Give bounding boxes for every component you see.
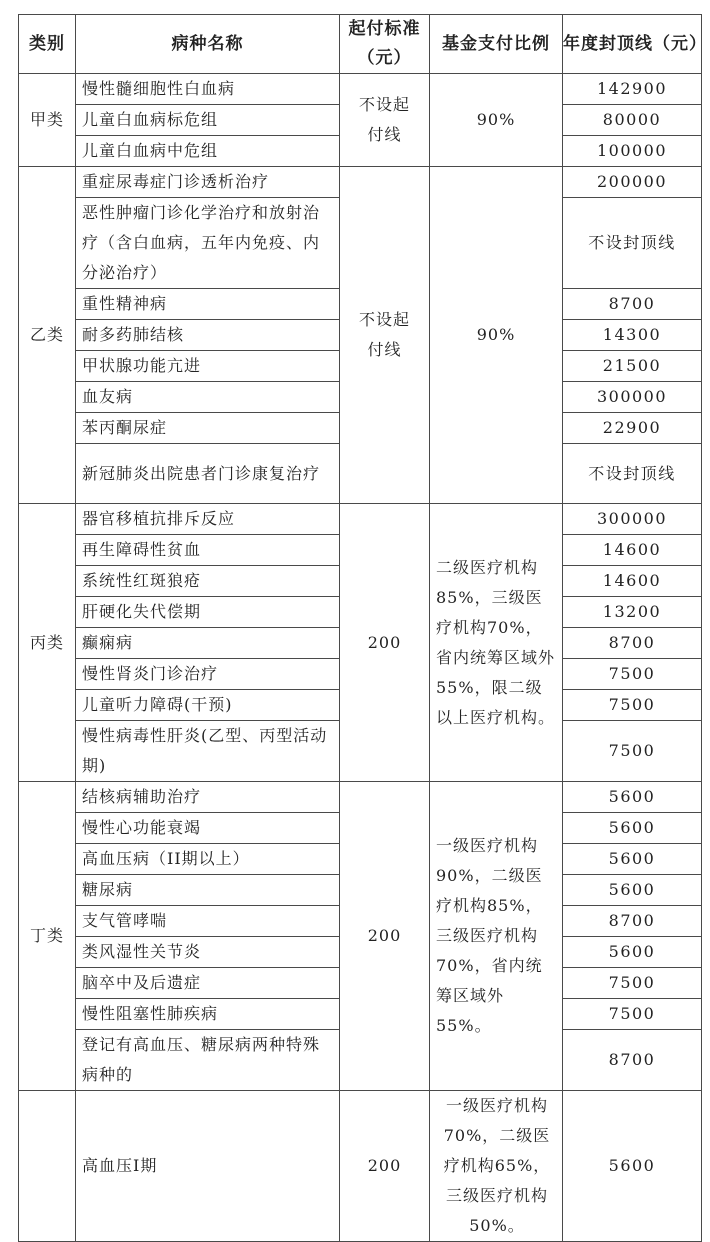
disease-name: 癫痫病	[76, 628, 340, 659]
threshold-cell: 不设起付线	[340, 74, 430, 167]
disease-name: 儿童白血病标危组	[76, 105, 340, 136]
cap-cell: 5600	[563, 782, 702, 813]
cap-cell: 80000	[563, 105, 702, 136]
disease-name: 血友病	[76, 382, 340, 413]
cap-cell: 22900	[563, 413, 702, 444]
category-cell: 乙类	[19, 167, 76, 504]
ratio-cell: 一级医疗机构70%，二级医疗机构65%，三级医疗机构50%。	[430, 1091, 563, 1242]
cap-cell: 21500	[563, 351, 702, 382]
disease-name: 新冠肺炎出院患者门诊康复治疗	[76, 444, 340, 504]
cap-cell: 7500	[563, 968, 702, 999]
category-cell: 甲类	[19, 74, 76, 167]
disease-name: 支气管哮喘	[76, 906, 340, 937]
cap-cell: 5600	[563, 813, 702, 844]
cap-cell: 7500	[563, 999, 702, 1030]
disease-name: 儿童听力障碍(干预)	[76, 690, 340, 721]
disease-name: 甲状腺功能亢进	[76, 351, 340, 382]
cap-cell: 5600	[563, 844, 702, 875]
disease-name: 苯丙酮尿症	[76, 413, 340, 444]
table-row	[19, 504, 702, 535]
disease-name: 耐多药肺结核	[76, 320, 340, 351]
disease-name: 慢性肾炎门诊治疗	[76, 659, 340, 690]
cap-cell: 5600	[563, 875, 702, 906]
ratio-cell: 一级医疗机构90%，二级医疗机构85%，三级医疗机构70%，省内统筹区域外55%。	[430, 782, 563, 1091]
cap-cell: 14600	[563, 566, 702, 597]
header-threshold: 起付标准（元）	[340, 15, 430, 74]
cap-cell: 142900	[563, 74, 702, 105]
disease-name: 糖尿病	[76, 875, 340, 906]
header-cap: 年度封顶线（元）	[563, 15, 702, 74]
disease-name: 系统性红斑狼疮	[76, 566, 340, 597]
header-name: 病种名称	[76, 15, 340, 74]
threshold-cell: 200	[340, 782, 430, 1091]
disease-name: 肝硬化失代偿期	[76, 597, 340, 628]
category-cell: 丙类	[19, 504, 76, 782]
threshold-cell: 200	[340, 504, 430, 782]
cap-cell: 7500	[563, 690, 702, 721]
disease-name: 慢性阻塞性肺疾病	[76, 999, 340, 1030]
category-cell: 丁类	[19, 782, 76, 1091]
cap-cell: 8700	[563, 906, 702, 937]
insurance-table	[18, 14, 707, 1242]
disease-name: 高血压I期	[76, 1091, 340, 1242]
disease-name: 重性精神病	[76, 289, 340, 320]
cap-cell: 300000	[563, 382, 702, 413]
disease-name: 结核病辅助治疗	[76, 782, 340, 813]
header-ratio: 基金支付比例	[430, 15, 563, 74]
disease-name: 登记有高血压、糖尿病两种特殊病种的	[76, 1030, 340, 1091]
cap-cell: 7500	[563, 659, 702, 690]
header-category: 类别	[19, 15, 76, 74]
cap-cell: 14300	[563, 320, 702, 351]
ratio-cell: 90%	[430, 167, 563, 504]
disease-name: 慢性髓细胞性白血病	[76, 74, 340, 105]
disease-name: 脑卒中及后遗症	[76, 968, 340, 999]
ratio-cell: 二级医疗机构85%，三级医疗机构70%，省内统筹区域外55%，限二级以上医疗机构。	[430, 504, 563, 782]
disease-name: 慢性心功能衰竭	[76, 813, 340, 844]
header-row	[19, 15, 702, 74]
disease-name: 高血压病（II期以上）	[76, 844, 340, 875]
cap-cell: 8700	[563, 628, 702, 659]
cap-cell: 14600	[563, 535, 702, 566]
cap-cell: 7500	[563, 721, 702, 782]
disease-name: 恶性肿瘤门诊化学治疗和放射治疗（含白血病，五年内免疫、内分泌治疗）	[76, 198, 340, 289]
cap-cell: 100000	[563, 136, 702, 167]
cap-cell: 5600	[563, 1091, 702, 1242]
disease-name: 重症尿毒症门诊透析治疗	[76, 167, 340, 198]
cap-cell: 不设封顶线	[563, 444, 702, 504]
ratio-cell: 90%	[430, 74, 563, 167]
disease-name: 器官移植抗排斥反应	[76, 504, 340, 535]
table-row	[19, 74, 702, 105]
cap-cell: 200000	[563, 167, 702, 198]
disease-name: 再生障碍性贫血	[76, 535, 340, 566]
cap-cell: 8700	[563, 289, 702, 320]
disease-name: 类风湿性关节炎	[76, 937, 340, 968]
cap-cell: 13200	[563, 597, 702, 628]
cap-cell: 8700	[563, 1030, 702, 1091]
table-row	[19, 167, 702, 198]
disease-name: 儿童白血病中危组	[76, 136, 340, 167]
cap-cell: 不设封顶线	[563, 198, 702, 289]
threshold-cell: 不设起付线	[340, 167, 430, 504]
cap-cell: 5600	[563, 937, 702, 968]
disease-name: 慢性病毒性肝炎(乙型、丙型活动期)	[76, 721, 340, 782]
threshold-cell: 200	[340, 1091, 430, 1242]
cap-cell: 300000	[563, 504, 702, 535]
table-row	[19, 782, 702, 813]
